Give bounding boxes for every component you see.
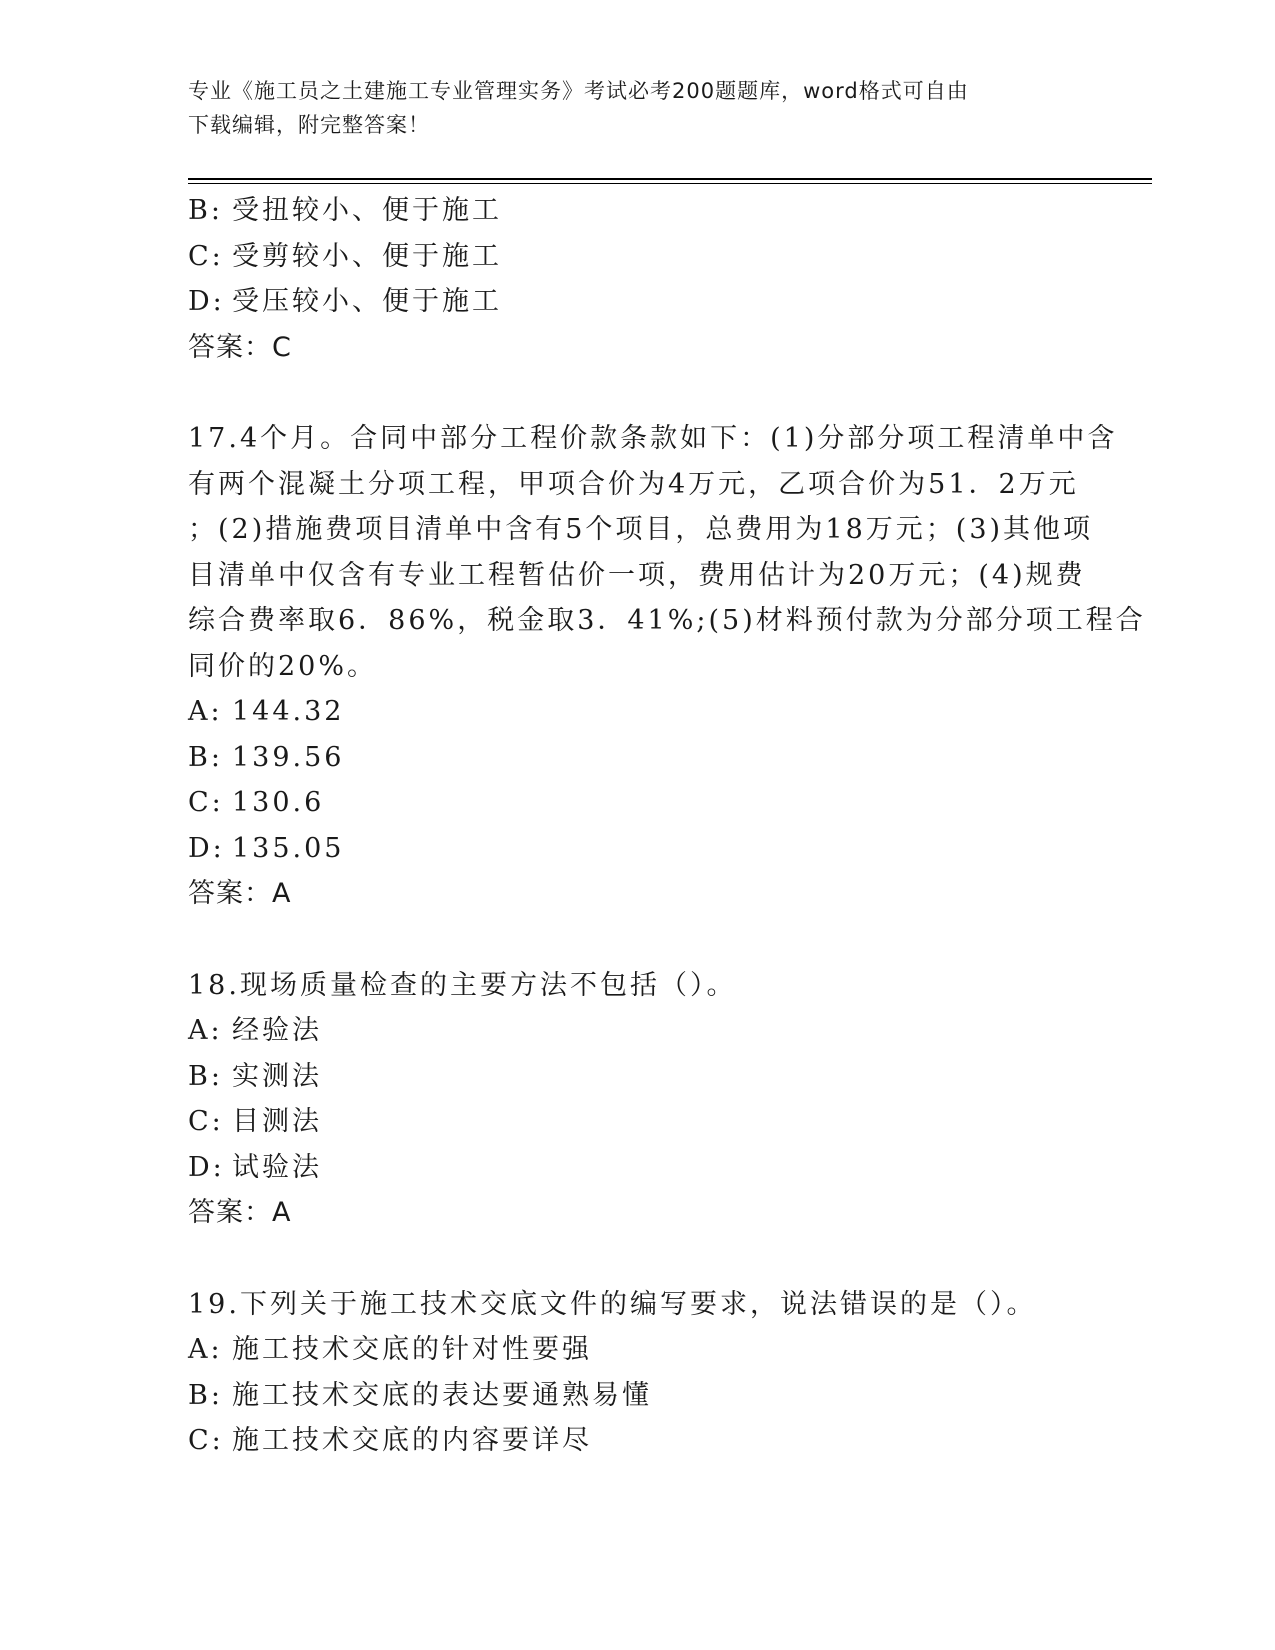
document-body <box>188 188 1146 1464</box>
option-d: D: 试验法 <box>188 1151 322 1183</box>
header-rule-thick <box>188 178 1152 180</box>
question-stem-line: 同价的20%。 <box>188 650 378 682</box>
question-19 <box>188 1282 1088 1464</box>
option-a: A: 经验法 <box>188 1015 322 1046</box>
header-line-2: 下载编辑，附完整答案！ <box>188 113 430 137</box>
option-c: C: 受剪较小、便于施工 <box>188 240 502 272</box>
answer: 答案：A <box>188 1197 292 1228</box>
question-stem-line: 17.4个月。合同中部分工程价款条款如下：(1)分部分项工程清单中含 <box>188 423 1118 454</box>
option-b: B: 施工技术交底的表达要通熟易懂 <box>188 1379 652 1411</box>
option-c: C: 目测法 <box>188 1106 322 1137</box>
question-16-tail <box>188 188 1088 370</box>
header-line-1: 专业《施工员之土建施工专业管理实务》考试必考200题题库，word格式可自由 <box>188 79 969 103</box>
option-c: C: 130.6 <box>188 787 325 818</box>
question-stem-line: 有两个混凝土分项工程，甲项合价为4万元，乙项合价为51．2万元 <box>188 468 1079 500</box>
answer: 答案：A <box>188 878 292 909</box>
question-stem: 19.下列关于施工技术交底文件的编写要求，说法错误的是（）。 <box>188 1288 1037 1320</box>
option-d: D: 135.05 <box>188 832 345 864</box>
option-a: A: 144.32 <box>188 696 345 727</box>
option-a: A: 施工技术交底的针对性要强 <box>188 1334 592 1365</box>
option-b: B: 139.56 <box>188 741 345 773</box>
option-b: B: 受扭较小、便于施工 <box>188 195 502 226</box>
header-rule-thin <box>188 183 1152 184</box>
page-header <box>188 74 1068 142</box>
question-stem-line: ；(2)措施费项目清单中含有5个项目，总费用为18万元；(3)其他项 <box>188 514 1094 545</box>
question-stem-line: 综合费率取6．86%，税金取3．41%;(5)材料预付款为分部分项工程合 <box>188 605 1146 636</box>
question-17 <box>188 416 1146 917</box>
option-c: C: 施工技术交底的内容要详尽 <box>188 1425 592 1456</box>
option-b: B: 实测法 <box>188 1060 322 1092</box>
question-stem: 18.现场质量检查的主要方法不包括（）。 <box>188 969 737 1001</box>
question-stem-line: 目清单中仅含有专业工程暂估价一项，费用估计为20万元；(4)规费 <box>188 559 1086 591</box>
option-d: D: 受压较小、便于施工 <box>188 286 502 317</box>
answer: 答案：C <box>188 331 292 363</box>
question-18 <box>188 963 1088 1236</box>
